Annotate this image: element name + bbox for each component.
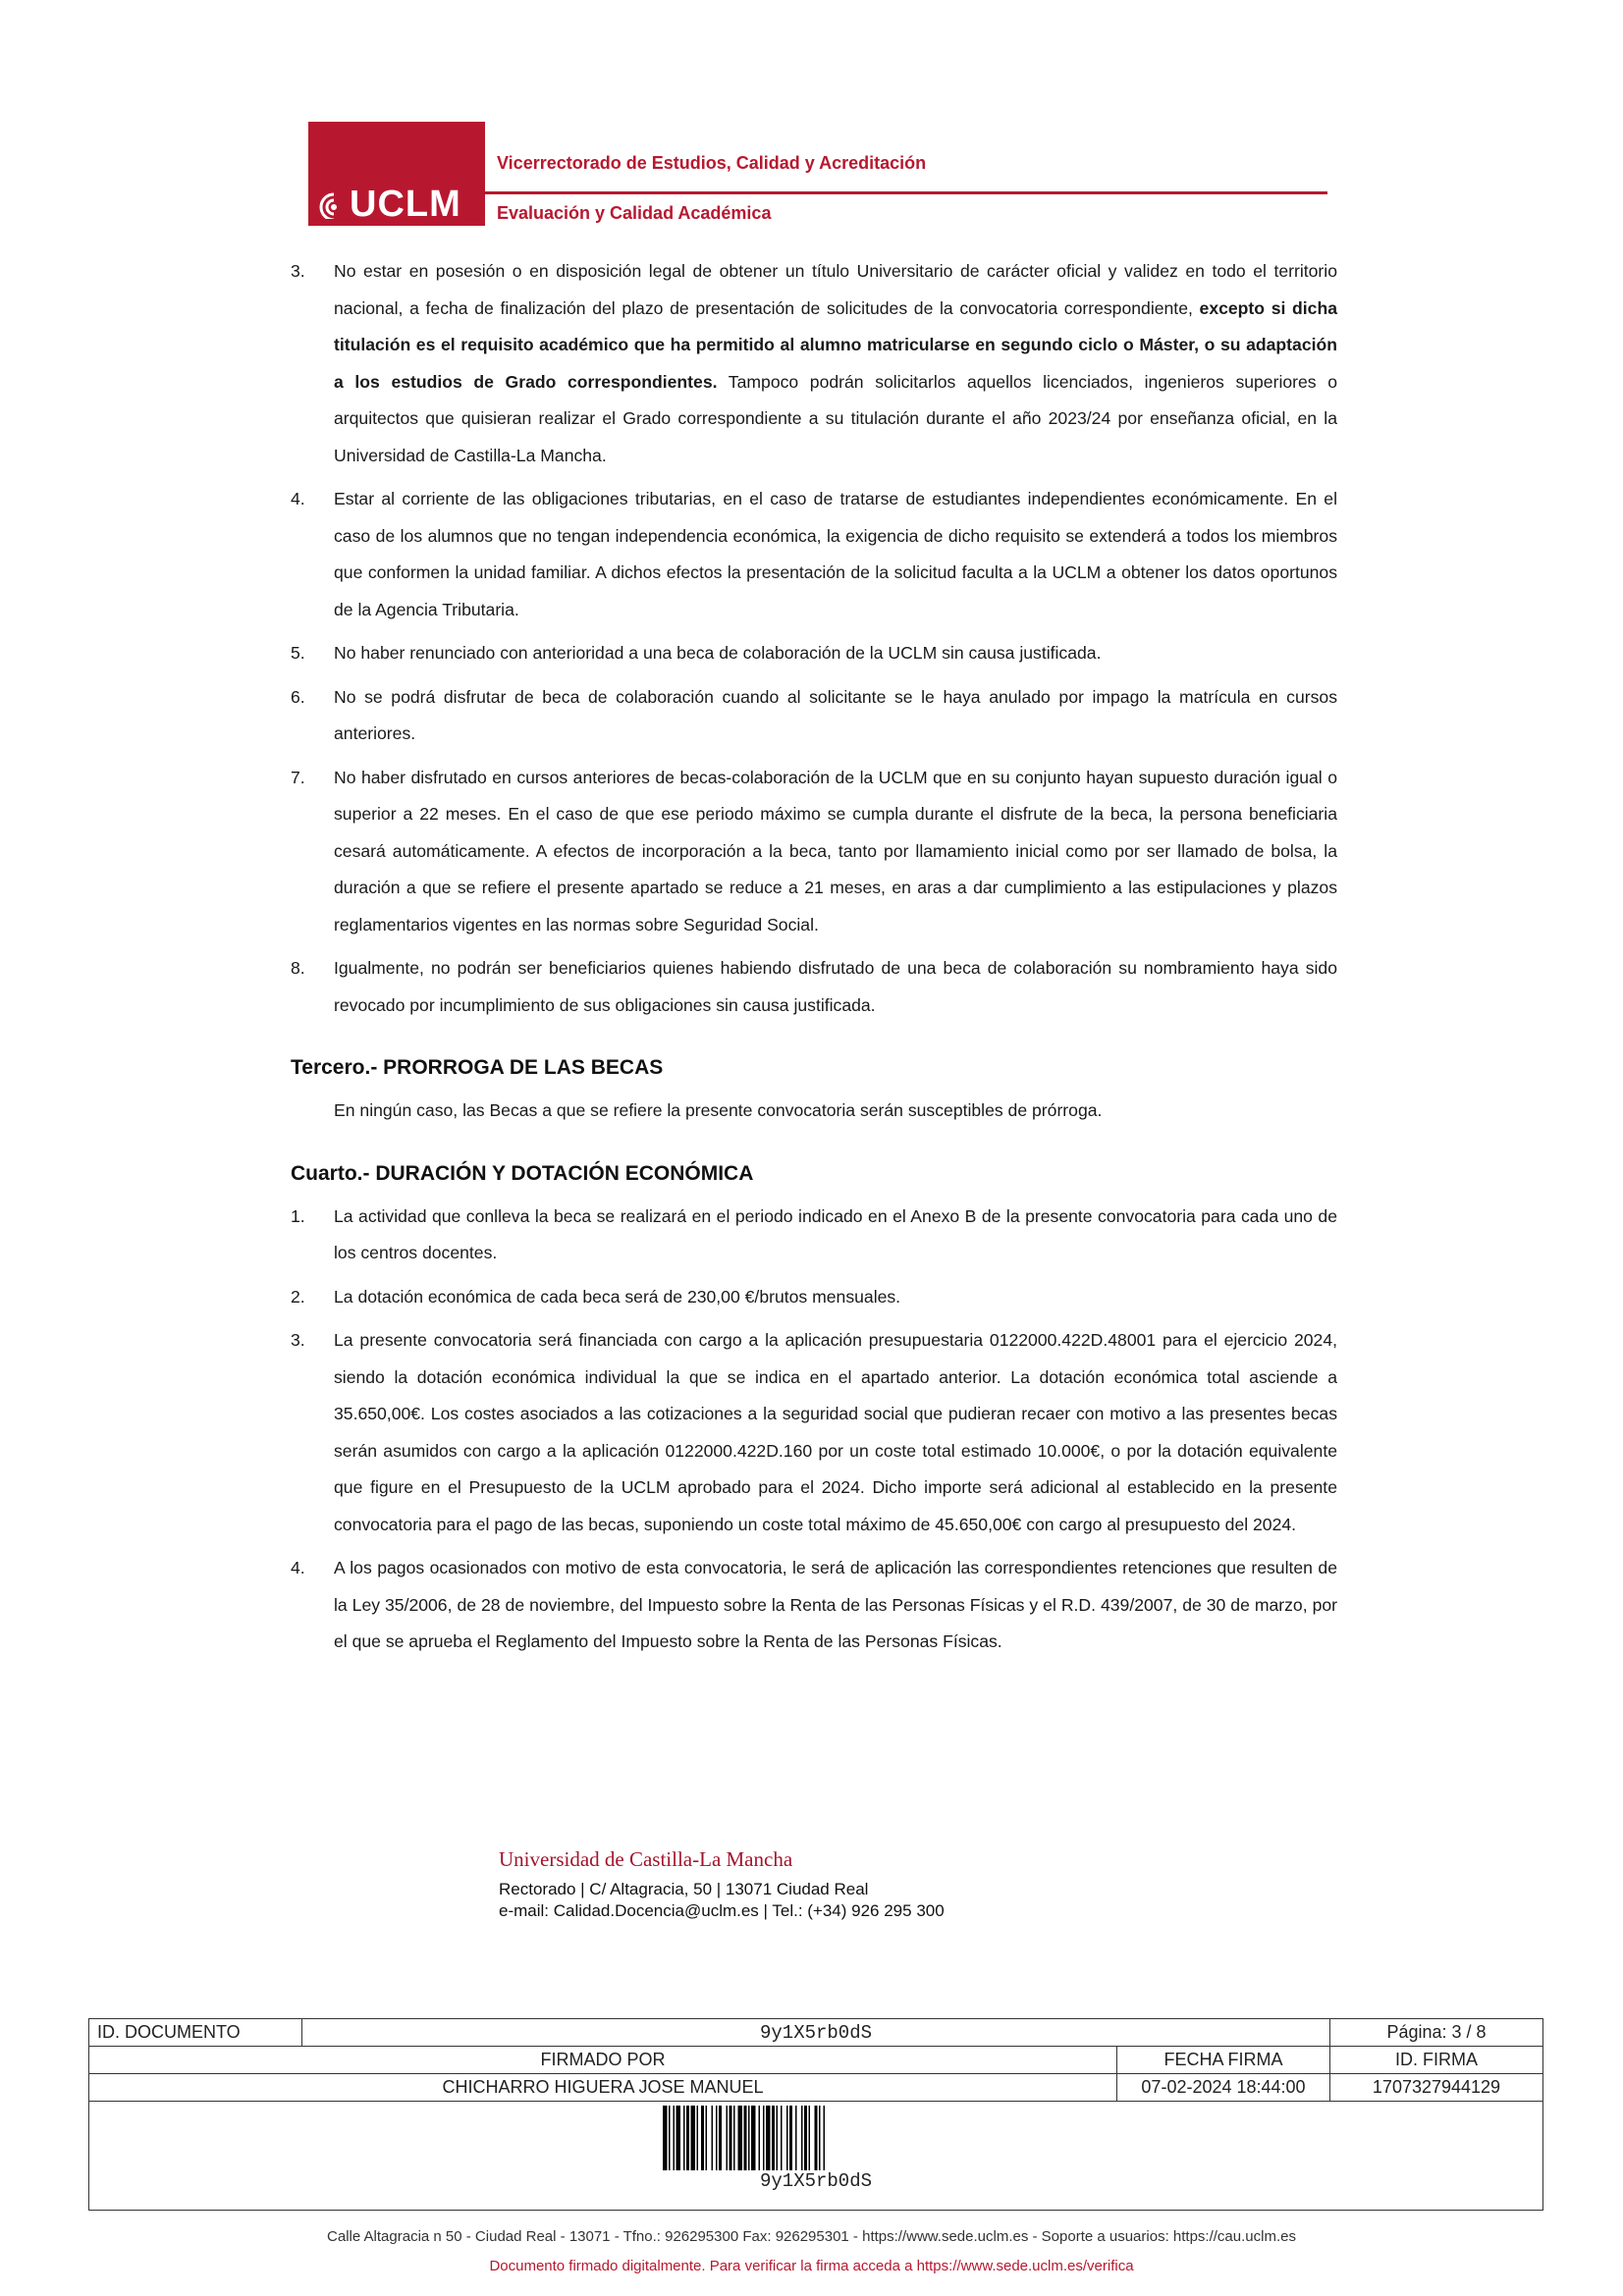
header-vicerrectorado: Vicerrectorado de Estudios, Calidad y Acreditación — [497, 153, 927, 173]
list-item: 3. La presente convocatoria será financiada con cargo a la aplicación presupuestaria 0122000.422D.48001 para el ejercicio 2024, siendo la dotación económica individual la que se indica en el apartado anterior. La dotación económica total asciende a 35.650,00€. Los costes asociados a las cotizaciones a la seguridad social que pudieran recaer con motivo a las presentes becas serán asumidos con cargo a la aplicación 0122000.422D.160 por un coste total estimado 10.000€, o por la dotación equivalente que figure en el Presupuesto de la UCLM aprobado para el 2024. Dicho importe será adicional al establecido en la presente convocatoria para el pago de las becas, suponiendo un coste total máximo de 45.650,00€ con cargo al presupuesto del 2024. — [291, 1330, 1337, 1534]
page-indicator: Página: 3 / 8 — [1330, 2019, 1543, 2047]
logo-text: UCLM — [350, 184, 461, 225]
list-item: 8. Igualmente, no podrán ser beneficiarios quienes habiendo disfrutado de una beca de colaboración su nombramiento haya sido revocado por incumplimiento de sus obligaciones sin causa justificada. — [291, 958, 1337, 1015]
requirements-list — [291, 253, 1337, 1024]
wifi-icon — [318, 189, 346, 219]
list-item: 2. La dotación económica de cada beca será de 230,00 €/brutos mensuales. — [291, 1286, 901, 1307]
list-item: 4. Estar al corriente de las obligaciones tributarias, en el caso de tratarse de estudiantes independientes económicamente. En el caso de los alumnos que no tengan independencia económica, la exigencia de dicho requisito se extenderá a todos los miembros que conformen la unidad familiar. A dichos efectos la presentación de la solicitud faculta a la UCLM a obtener los datos oportunos de la Agencia Tributaria. — [291, 489, 1337, 619]
barcode-text: 9y1X5rb0dS — [759, 2170, 873, 2192]
uclm-logo — [318, 184, 461, 225]
list-item: 6. No se podrá disfrutar de beca de colaboración cuando al solicitante se le haya anulado por impago la matrícula en cursos anteriores. — [291, 686, 1337, 743]
list-item: 4. A los pagos ocasionados con motivo de esta convocatoria, le será de aplicación las correspondientes retenciones que resulten de la Ley 35/2006, de 28 de noviembre, del Impuesto sobre la Renta de las Personas Físicas y el R.D. 439/2007, de 30 de marzo, por el que se aprueba el Reglamento del Impuesto sobre la Renta de las Personas Físicas. — [291, 1558, 1337, 1651]
barcode — [659, 2106, 973, 2170]
list-item: 5. No haber renunciado con anterioridad a una beca de colaboración de la UCLM sin causa justificada. — [291, 643, 1102, 663]
header-rule — [485, 191, 1327, 194]
sign-id-label: ID. FIRMA — [1330, 2047, 1543, 2074]
sign-date-label: FECHA FIRMA — [1117, 2047, 1330, 2074]
footer-university: Universidad de Castilla-La Mancha — [499, 1847, 793, 1871]
list-item: 1. La actividad que conlleva la beca se realizará en el periodo indicado en el Anexo B de la presente convocatoria para cada uno de los centros docentes. — [291, 1205, 1337, 1262]
id-document-label: ID. DOCUMENTO — [89, 2019, 302, 2047]
list-item: 7. No haber disfrutado en cursos anteriores de becas-colaboración de la UCLM que en su conjunto hayan supuesto duración igual o superior a 22 meses. En el caso de que ese periodo máximo se cumpla durante el disfrute de la beca, la persona beneficiaria cesará automáticamente. A efectos de incorporación a la beca, tanto por llamamiento inicial como por ser llamado de bolsa, la duración a que se refiere el presente apartado se reduce a 21 meses, en aras a dar cumplimiento a las estipulaciones y plazos reglamentarios vigentes en las normas sobre Seguridad Social. — [291, 767, 1337, 934]
list-item: 3. No estar en posesión o en disposición legal de obtener un título Universitario de carácter oficial y validez en todo el territorio nacional, a fecha de finalización del plazo de presentación de solicitudes de la convocatoria correspondiente, excepto si dicha titulación es el requisito académico que ha permitido al alumno matricularse en segundo ciclo o Máster, o su adaptación a los estudios de Grado correspondientes. Tampoco podrán solicitarlos aquellos licenciados, ingenieros superiores o arquitectos que quisieran realizar el Grado correspondiente a su titulación durante el año 2023/24 por enseñanza oficial, en la Universidad de Castilla-La Mancha. — [291, 261, 1337, 465]
signature-table — [88, 2018, 1543, 2211]
header-evaluacion: Evaluación y Calidad Académica — [497, 203, 772, 223]
signed-by-label: FIRMADO POR — [89, 2047, 1117, 2074]
id-document-value: 9y1X5rb0dS — [302, 2019, 1330, 2047]
duration-list — [291, 1199, 1337, 1661]
barcode-cell — [89, 2102, 1543, 2211]
footer-address: Rectorado | C/ Altagracia, 50 | 13071 Ciudad Real e-mail: Calidad.Docencia@uclm.es | Tel.: (+34) 926 295 300 — [499, 1880, 945, 1920]
section-tercero-title: Tercero.- PRORROGA DE LAS BECAS — [291, 1056, 664, 1079]
signer-name: CHICHARRO HIGUERA JOSE MANUEL — [89, 2074, 1117, 2102]
bottom-verify: Documento firmado digitalmente. Para verificar la firma acceda a https://www.sede.uclm.es/verifica — [489, 2258, 1134, 2274]
section-tercero-text: En ningún caso, las Becas a que se refiere la presente convocatoria serán susceptibles de prórroga. — [334, 1100, 1103, 1120]
document-body — [291, 253, 1337, 1668]
sign-id: 1707327944129 — [1330, 2074, 1543, 2102]
section-cuarto-title: Cuarto.- DURACIÓN Y DOTACIÓN ECONÓMICA — [291, 1161, 754, 1185]
sign-date: 07-02-2024 18:44:00 — [1117, 2074, 1330, 2102]
bottom-contact: Calle Altagracia n 50 - Ciudad Real - 13071 - Tfno.: 926295300 Fax: 926295301 - https://www.sede.uclm.es - Soporte a usuarios: https://cau.uclm.es — [327, 2228, 1296, 2245]
